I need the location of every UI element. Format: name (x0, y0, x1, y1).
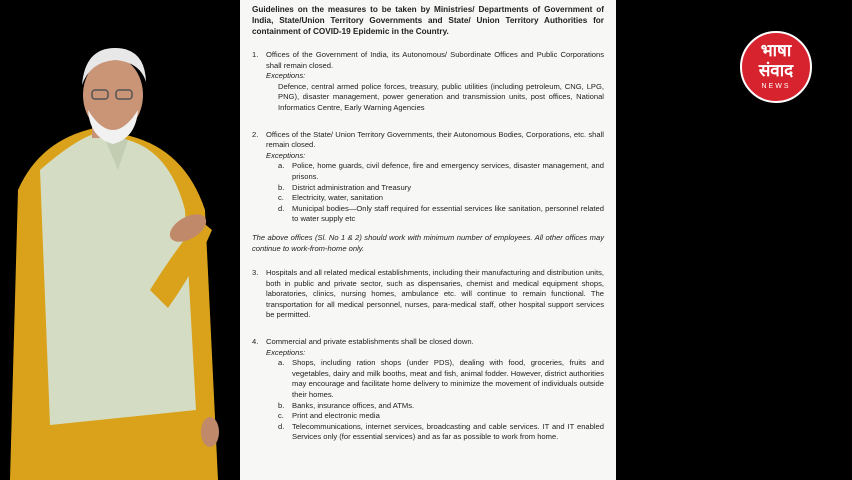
sub-letter: a. (278, 358, 285, 368)
guideline-item-2 (252, 130, 604, 225)
sub-item (278, 401, 604, 412)
sub-letter: b. (278, 400, 285, 410)
sub-text: Shops, including ration shops (under PDS), dealing with food, groceries, fruits and vegetables, dairy and milk booths, meat and fish, animal fodder. However, district authorities may encourage and facilitate home delivery to minimize the movement of individuals outside their homes. (292, 358, 604, 400)
sub-text: Telecommunications, internet services, broadcasting and cable services. IT and IT enabled Services only (for essential services) and as far as possible to work from home. (292, 421, 604, 442)
sub-item (278, 358, 604, 400)
item-text: Offices of the State/ Union Territory Governments, their Autonomous Bodies, Corporations, etc. shall remain closed. (266, 129, 604, 150)
item-number: 2. (252, 129, 259, 139)
logo-line-1: भाषा (760, 41, 792, 60)
sub-item (278, 422, 604, 443)
item-number: 3. (252, 268, 259, 278)
sub-letter: b. (278, 182, 285, 192)
guideline-item-4 (252, 337, 604, 443)
sub-letter: d. (278, 421, 285, 431)
speaker-illustration (0, 40, 232, 480)
exceptions-label: Exceptions: (266, 150, 306, 160)
sub-item (278, 411, 604, 422)
speaker-figure (0, 40, 232, 480)
sub-letter: c. (278, 193, 284, 203)
item-text: Commercial and private establishments shall be closed down. (266, 337, 474, 347)
item-number: 1. (252, 50, 259, 59)
item-number: 4. (252, 337, 259, 347)
sub-text: Police, home guards, civil defence, fire and emergency services, disaster management, and prisons. (292, 161, 604, 181)
sub-letter: a. (278, 161, 285, 171)
sub-letter: d. (278, 203, 285, 213)
sub-item (278, 193, 604, 204)
bhasha-samvad-logo (740, 31, 812, 103)
guidelines-document (240, 0, 616, 480)
employees-note: The above offices (Sl. No 1 & 2) should work with minimum number of employees. All other offices may continue to work-from-home only. (252, 232, 604, 253)
sub-item (278, 161, 604, 182)
sub-letter: c. (278, 411, 284, 421)
guideline-item-3 (252, 268, 604, 321)
exceptions-label: Exceptions: (266, 71, 306, 81)
sub-text: Banks, insurance offices, and ATMs. (292, 400, 415, 410)
guideline-item-1 (252, 50, 604, 114)
exceptions-label: Exceptions: (266, 347, 306, 357)
sub-text: District administration and Treasury (292, 182, 412, 192)
sub-item (278, 183, 604, 194)
sub-text: Electricity, water, sanitation (292, 193, 384, 203)
sub-item (278, 204, 604, 225)
sub-text: Municipal bodies—Only staff required for essential services like sanitation, personnel related to water supply etc (292, 203, 604, 224)
item-text: Offices of the Government of India, its Autonomous/ Subordinate Offices and Public Corporations shall remain closed. (266, 50, 604, 70)
logo-line-3: NEWS (761, 83, 791, 90)
sub-text: Print and electronic media (292, 411, 380, 421)
exceptions-text: Defence, central armed police forces, treasury, public utilities (including petroleum, CNG, LPG, PNG), disaster management, power generation and transmission units, post offices, National Informatics Centre, Early Warning Agencies (278, 81, 604, 112)
document-title: Guidelines on the measures to be taken by Ministries/ Departments of Government of India, State/Union Territory Governments and State/ Union Territory Authorities for containment of COVID-19 Epidemic in the Country. (252, 5, 604, 36)
logo-line-2: संवाद (758, 61, 794, 80)
item-text: Hospitals and all related medical establishments, including their manufacturing and distribution units, both in public and private sector, such as dispensaries, chemist and medical equipment shops, laboratories, clinics, nursing homes, ambulance etc. will continue to remain functional. The transportation for all medical personnel, nurses, para-medical staff, other hospital support services be permitted. (266, 268, 604, 320)
